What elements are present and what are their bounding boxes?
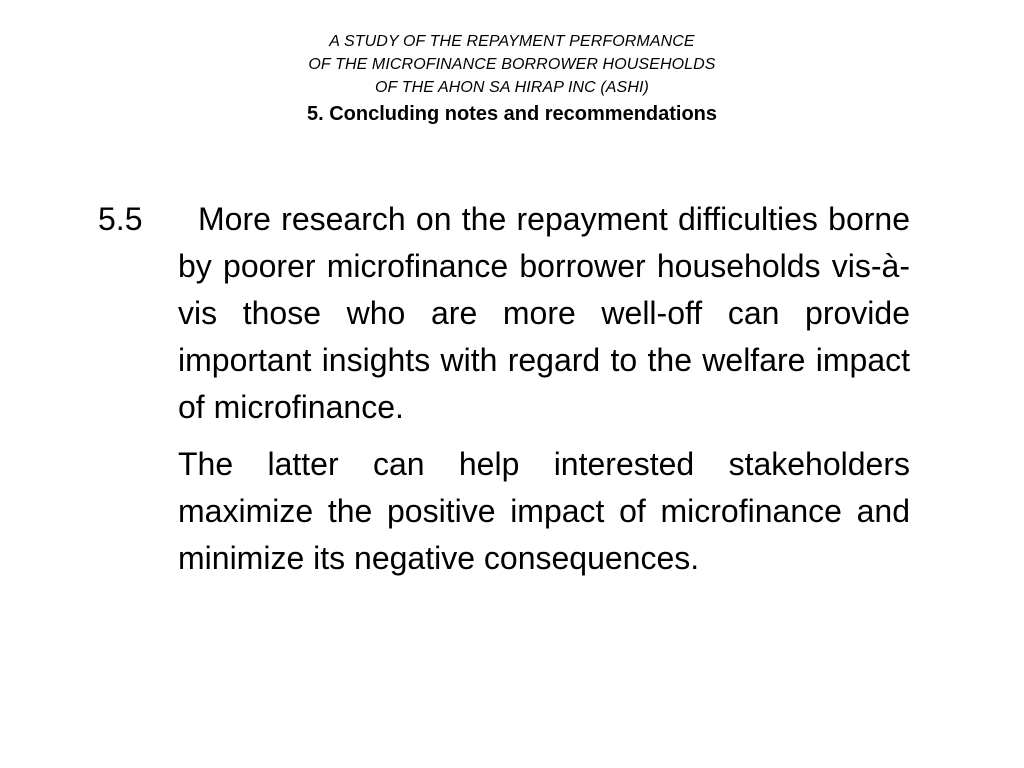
study-title-line-3: OF THE AHON SA HIRAP INC (ASHI)	[375, 79, 649, 96]
recommendation-item	[98, 196, 910, 582]
item-number: 5.5	[98, 201, 143, 237]
recommendation-paragraph-1: More research on the repayment difficulties borne by poorer microfinance borrower households vis-à-vis those who are more well-off can provide important insights with regard to the welfare impact of microfinance.	[178, 201, 910, 425]
slide-header	[0, 30, 1024, 128]
section-heading: 5. Concluding notes and recommendations	[306, 103, 718, 125]
recommendation-paragraph-2: The latter can help interested stakeholders maximize the positive impact of microfinance and minimize its negative consequences.	[178, 446, 910, 576]
study-title-line-2: OF THE MICROFINANCE BORROWER HOUSEHOLDS	[308, 56, 716, 73]
study-title-line-1: A STUDY OF THE REPAYMENT PERFORMANCE	[329, 33, 695, 50]
